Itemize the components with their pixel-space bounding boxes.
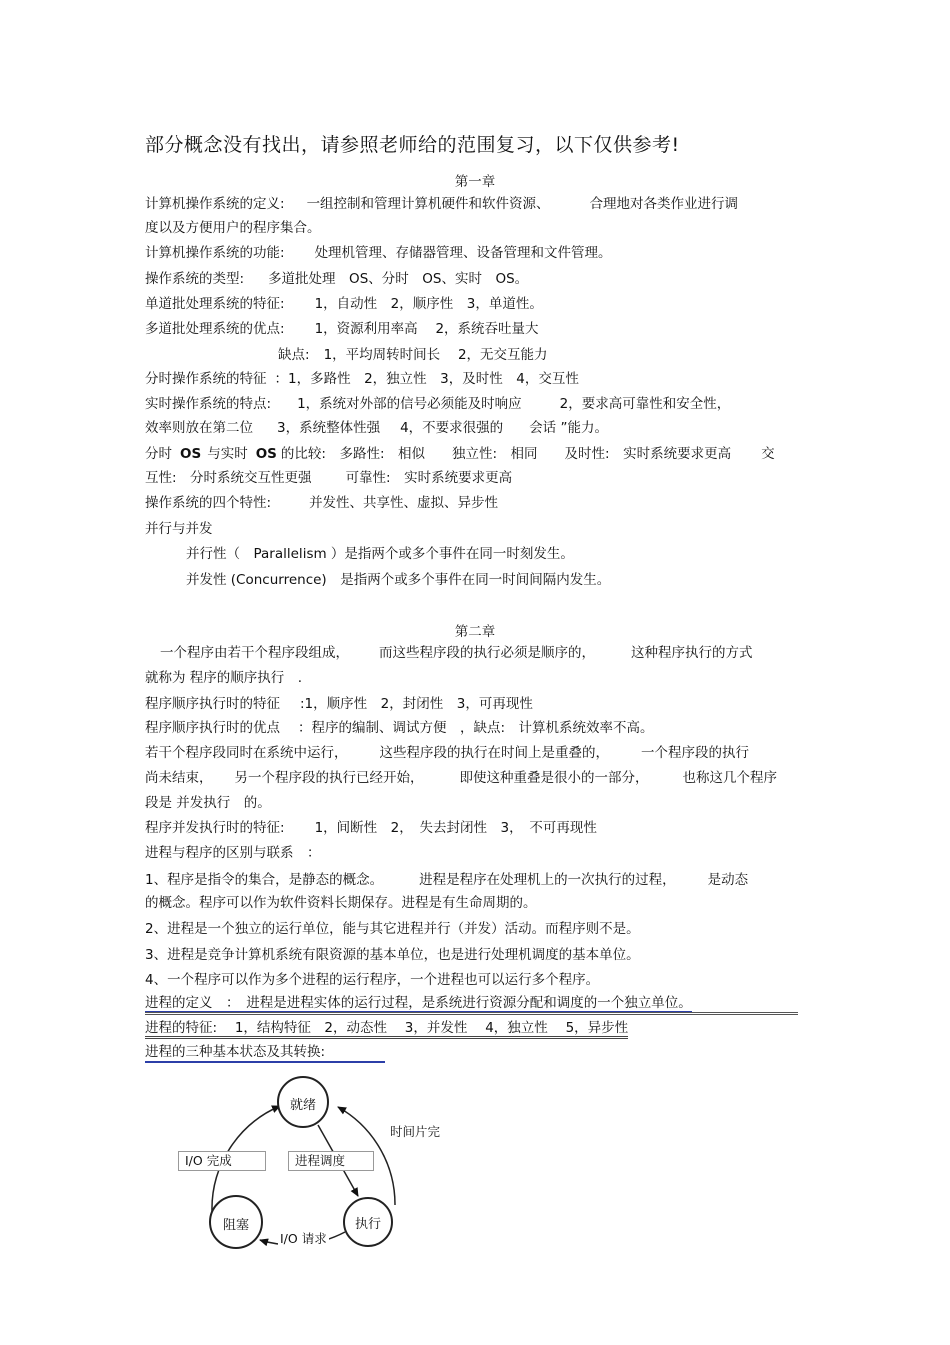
realtime-text1: 1，系统对外部的信号必须能及时响应 xyxy=(297,396,522,412)
os-definition-line2: 度以及方便用户的程序集合。 xyxy=(145,220,321,236)
parallelism-text: 并行性（ Parallelism ）是指两个或多个事件在同一时刻发生。 xyxy=(186,546,574,562)
concurrent-text-f: 即使这种重叠是很小的一部分， xyxy=(459,770,649,786)
parallel-concurrent-heading: 并行与并发 xyxy=(145,521,213,537)
comparison-os1: OS xyxy=(180,446,202,462)
os-function-text: 处理机管理、存储器管理、设备管理和文件管理。 xyxy=(314,245,612,261)
process-features-text: 进程的特征: 1，结构特征 2，动态性 3，并发性 4，独立性 5，异步性 xyxy=(145,1020,628,1039)
diff-item-2: 2、进程是一个独立的运行单位，能与其它进程并行（并发）活动。而程序则不是。 xyxy=(145,921,640,937)
concurrent-text-b: 这些程序段的执行在时间上是重叠的， xyxy=(379,745,609,761)
diff-item-3: 3、进程是竞争计算机系统有限资源的基本单位，也是进行处理机调度的基本单位。 xyxy=(145,947,640,963)
seq-advantages-text: ：程序的编制、调试方便 ，缺点: 计算机系统效率不高。 xyxy=(298,720,654,736)
diff-item-1b: 进程是程序在处理机上的一次执行的过程， xyxy=(419,872,676,888)
diff-item-1-line2: 的概念。程序可以作为软件资料长期保存。进程是有生命周期的。 xyxy=(145,895,537,911)
process-definition-text: 进程的定义 ： 进程是进程实体的运行过程，是系统进行资源分配和调度的一个独立单位。 xyxy=(145,995,692,1011)
realtime-text4: 3，系统整体性强 xyxy=(277,420,381,436)
os-definition-text: 一组控制和管理计算机硬件和软件资源、 xyxy=(306,196,550,212)
concurrency-text: 并发性 (Concurrence) 是指两个或多个事件在同一时间间隔内发生。 xyxy=(186,572,611,588)
concurrent-text-g: 也称这几个程序 xyxy=(682,770,777,786)
four-features-text: 并发性、共享性、虚拟、异步性 xyxy=(309,495,499,511)
running-label: 执行 xyxy=(354,1217,381,1232)
schedule-label: 进程调度 xyxy=(288,1151,374,1171)
comparison-os2: OS xyxy=(255,446,277,462)
seq-features-label: 程序顺序执行时的特征 xyxy=(145,696,280,712)
sequential-text-b: 而这些程序段的执行必须是顺序的， xyxy=(379,645,595,661)
os-definition-label: 计算机操作系统的定义: xyxy=(145,196,285,212)
chapter-1-heading: 第一章 xyxy=(454,174,496,190)
process-program-diff-heading: 进程与程序的区别与联系 ： xyxy=(145,845,321,861)
concurrent-para-line3: 段是 并发执行 的。 xyxy=(145,795,271,811)
timeslice-label: 时间片完 xyxy=(390,1124,441,1139)
blocked-label: 阻塞 xyxy=(222,1218,249,1233)
comparison-text-a: 分时 xyxy=(145,446,172,462)
concurrent-text-c: 一个程序段的执行 xyxy=(641,745,749,761)
comparison-text-e: 互性: 分时系统交互性更强 xyxy=(145,470,312,486)
diff-item-1a: 1、程序是指令的集合，是静态的概念。 xyxy=(145,872,384,888)
realtime-label: 实时操作系统的特点: xyxy=(145,396,272,412)
single-batch-label: 单道批处理系统的特征: xyxy=(145,296,285,312)
process-states-text: 进程的三种基本状态及其转换: xyxy=(145,1044,326,1060)
sequential-text-a: 一个程序由若干个程序段组成， xyxy=(160,645,349,661)
multi-batch-cons-label: 缺点: xyxy=(278,347,310,363)
chapter-2-heading: 第二章 xyxy=(454,624,496,640)
io-request-label: I/O 请求 xyxy=(280,1231,327,1246)
multi-batch-cons: 1，平均周转时间长 2，无交互能力 xyxy=(323,347,548,363)
multi-batch-label: 多道批处理系统的优点: xyxy=(145,321,285,337)
comparison-text-d: 交 xyxy=(761,446,775,462)
comparison-text-b: 与实时 xyxy=(207,446,248,462)
realtime-text5: 4，不要求很强的 xyxy=(400,420,504,436)
comparison-text-c: 的比较: 多路性: 相似 独立性: 相同 及时性: 实时系统要求更高 xyxy=(280,446,732,462)
realtime-text6: 会话 ”能力。 xyxy=(529,420,608,436)
io-done-label: I/O 完成 xyxy=(178,1151,266,1171)
sequential-para-line2: 就称为 程序的顺序执行 . xyxy=(145,670,303,686)
seq-features-text: :1，顺序性 2，封闭性 3，可再现性 xyxy=(300,696,533,712)
par-features-text: 1，间断性 2， 失去封闭性 3， 不可再现性 xyxy=(314,820,597,836)
concurrent-text-e: 另一个程序段的执行已经开始， xyxy=(234,770,424,786)
realtime-text2: 2，要求高可靠性和安全性， xyxy=(559,396,731,412)
timesharing-label: 分时操作系统的特征 xyxy=(145,371,267,387)
ready-label: 就绪 xyxy=(289,1098,316,1113)
multi-batch-pros: 1，资源利用率高 2，系统吞吐量大 xyxy=(314,321,539,337)
realtime-text3: 效率则放在第二位 xyxy=(145,420,253,436)
par-features-label: 程序并发执行时的特征: xyxy=(145,820,285,836)
os-types-text: 多道批处理 OS、分时 OS、实时 OS。 xyxy=(268,271,529,287)
comparison-text-f: 可靠性: 实时系统要求更高 xyxy=(345,470,513,486)
timesharing-text: ：1，多路性 2，独立性 3，及时性 4，交互性 xyxy=(274,371,579,387)
four-features-label: 操作系统的四个特性: xyxy=(145,495,272,511)
os-types-label: 操作系统的类型: xyxy=(145,271,245,287)
sequential-text-c: 这种程序执行的方式 xyxy=(631,645,753,661)
single-batch-text: 1，自动性 2，顺序性 3，单道性。 xyxy=(314,296,543,312)
concurrent-text-a: 若干个程序段同时在系统中运行， xyxy=(145,745,348,761)
concurrent-text-d: 尚未结束， xyxy=(145,770,213,786)
page-title: 部分概念没有找出，请参照老师给的范围复习，以下仅供参考! xyxy=(145,134,680,156)
os-function-label: 计算机操作系统的功能: xyxy=(145,245,285,261)
diff-item-4: 4、一个程序可以作为多个进程的运行程序，一个进程也可以运行多个程序。 xyxy=(145,972,600,988)
seq-advantages-label: 程序顺序执行时的优点 xyxy=(145,720,280,736)
diff-item-1c: 是动态 xyxy=(707,872,749,888)
os-definition-text-cont: 合理地对各类作业进行调 xyxy=(589,196,739,212)
